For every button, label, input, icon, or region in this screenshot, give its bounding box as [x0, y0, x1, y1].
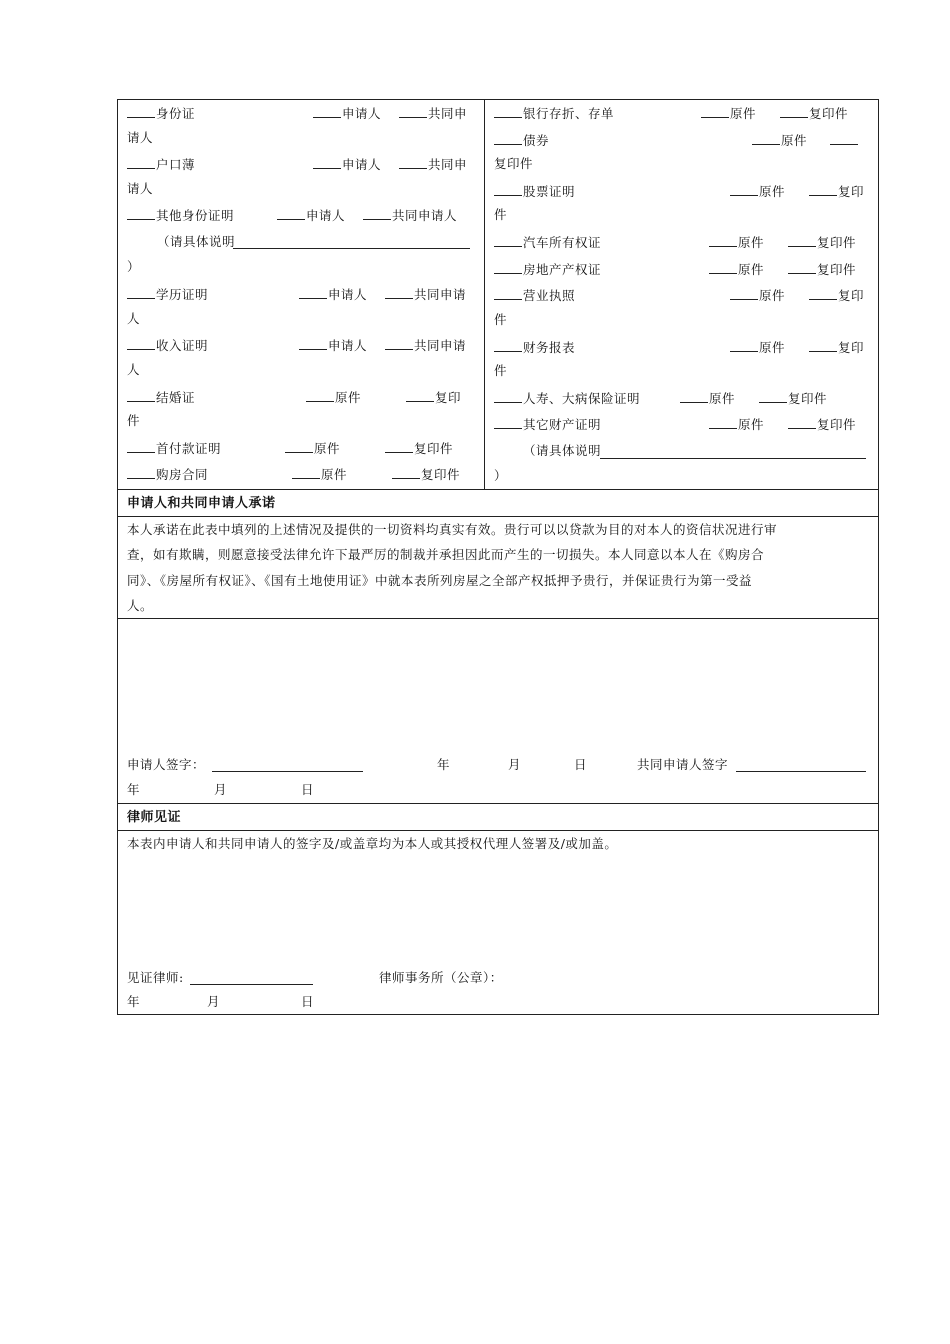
co-applicant-option	[363, 207, 457, 224]
co-applicant-option	[399, 156, 467, 173]
item-label: 身份证	[156, 106, 196, 121]
option-label: 申请人	[342, 157, 382, 172]
check-blank[interactable]	[494, 234, 522, 247]
check-blank[interactable]	[494, 287, 522, 300]
original-option	[709, 234, 764, 251]
option-label-wrap: 请人	[127, 181, 154, 196]
item-label: 结婚证	[156, 390, 196, 405]
option-label: 共同申请	[414, 287, 467, 302]
original-option	[730, 183, 785, 200]
check-blank[interactable]	[809, 183, 837, 196]
original-option	[680, 390, 735, 407]
item-label: 户口薄	[156, 157, 196, 172]
check-blank[interactable]	[759, 390, 787, 403]
option-label-wrap: 人	[127, 311, 141, 326]
item-label: 股票证明	[523, 184, 576, 199]
check-blank[interactable]	[709, 234, 737, 247]
item-label: 财务报表	[523, 340, 576, 355]
applicant-signature-label: 申请人签字：	[127, 757, 206, 772]
pledge-text-line: 本人承诺在此表中填列的上述情况及提供的一切资料均真实有效。贵行可以以贷款为目的对本人的资信状况进行审	[127, 522, 778, 537]
original-option	[709, 261, 764, 278]
specify-field[interactable]	[233, 248, 470, 249]
check-blank[interactable]	[399, 156, 427, 169]
option-label: 申请人	[328, 287, 368, 302]
check-blank[interactable]	[709, 416, 737, 429]
co-applicant-signature-field[interactable]	[736, 771, 866, 772]
original-option	[730, 339, 785, 356]
check-blank[interactable]	[406, 389, 434, 402]
check-blank[interactable]	[494, 416, 522, 429]
specify-label: （请具体说明	[157, 234, 236, 249]
date-month: 月	[214, 782, 228, 797]
doc-item-car	[494, 234, 601, 251]
option-label: 复印件	[809, 106, 849, 121]
applicant-option	[277, 207, 345, 224]
option-label: 原件	[321, 467, 348, 482]
check-blank[interactable]	[730, 183, 758, 196]
option-label: 原件	[314, 441, 341, 456]
doc-item-other-id	[127, 207, 234, 224]
original-option	[701, 105, 756, 122]
copy-option	[780, 105, 848, 122]
check-blank[interactable]	[730, 339, 758, 352]
doc-item-other-property	[494, 416, 601, 433]
divider	[117, 803, 879, 804]
check-blank[interactable]	[399, 105, 427, 118]
date-year: 年	[437, 757, 451, 772]
check-blank[interactable]	[830, 132, 858, 145]
check-blank[interactable]	[127, 466, 155, 479]
check-blank[interactable]	[299, 337, 327, 350]
option-label: 共同申请	[414, 338, 467, 353]
specify-field[interactable]	[600, 458, 866, 459]
option-label: 原件	[738, 235, 765, 250]
check-blank[interactable]	[494, 183, 522, 196]
doc-item-household	[127, 156, 195, 173]
option-label: 复印件	[817, 235, 857, 250]
option-label-wrap: 件	[494, 312, 508, 327]
check-blank[interactable]	[788, 234, 816, 247]
option-label: 申请人	[328, 338, 368, 353]
option-label: 原件	[759, 340, 786, 355]
item-label: 房地产产权证	[523, 262, 602, 277]
original-option	[285, 440, 340, 457]
check-blank[interactable]	[494, 132, 522, 145]
date-month: 月	[207, 994, 221, 1009]
check-blank[interactable]	[494, 390, 522, 403]
option-label: 复印件	[421, 467, 461, 482]
check-blank[interactable]	[494, 105, 522, 118]
column-divider	[484, 99, 485, 489]
option-label: 共同申	[428, 106, 468, 121]
check-blank[interactable]	[127, 156, 155, 169]
option-label-wrap: 件	[127, 413, 141, 428]
option-label: 原件	[709, 391, 736, 406]
close-paren: ）	[494, 468, 508, 483]
doc-item-finance	[494, 339, 575, 356]
option-label: 共同申	[428, 157, 468, 172]
doc-item-stock	[494, 183, 575, 200]
specify-label: （请具体说明	[523, 443, 602, 458]
divider	[117, 830, 879, 831]
check-blank[interactable]	[392, 466, 420, 479]
doc-item-education	[127, 286, 208, 303]
pledge-heading: 申请人和共同申请人承诺	[127, 496, 276, 511]
check-blank[interactable]	[788, 261, 816, 274]
witness-lawyer-field[interactable]	[190, 984, 313, 985]
check-blank[interactable]	[299, 286, 327, 299]
check-blank[interactable]	[127, 286, 155, 299]
item-label: 其它财产证明	[523, 417, 602, 432]
copy-option	[809, 183, 864, 200]
item-label: 购房合同	[156, 467, 209, 482]
pledge-text-line: 人。	[127, 598, 154, 613]
option-label: 申请人	[342, 106, 382, 121]
copy-option	[385, 440, 453, 457]
item-label: 学历证明	[156, 287, 209, 302]
original-option	[730, 287, 785, 304]
copy-option	[788, 234, 856, 251]
item-label: 首付款证明	[156, 441, 222, 456]
option-label: 原件	[759, 288, 786, 303]
lawyer-heading: 律师见证	[127, 810, 182, 825]
check-blank[interactable]	[277, 207, 305, 220]
option-label: 复印件	[817, 417, 857, 432]
copy-option	[809, 339, 864, 356]
check-blank[interactable]	[809, 287, 837, 300]
law-firm-label: 律师事务所（公章）：	[379, 970, 503, 985]
co-applicant-signature-label: 共同申请人签字	[637, 757, 729, 772]
copy-option	[392, 466, 460, 483]
check-blank[interactable]	[709, 261, 737, 274]
check-blank[interactable]	[385, 286, 413, 299]
applicant-option	[299, 337, 367, 354]
check-blank[interactable]	[363, 207, 391, 220]
doc-item-realestate	[494, 261, 601, 278]
close-paren: ）	[127, 259, 141, 274]
date-day: 日	[574, 757, 588, 772]
check-blank[interactable]	[285, 440, 313, 453]
check-blank[interactable]	[752, 132, 780, 145]
check-blank[interactable]	[788, 416, 816, 429]
original-option	[306, 389, 361, 406]
doc-item-down-payment	[127, 440, 221, 457]
copy-option	[788, 261, 856, 278]
check-blank[interactable]	[701, 105, 729, 118]
check-blank[interactable]	[127, 389, 155, 402]
doc-item-purchase-contract	[127, 466, 208, 483]
option-label: 复印	[838, 184, 865, 199]
option-label: 复印	[838, 288, 865, 303]
option-label: 共同申请人	[392, 208, 458, 223]
check-blank[interactable]	[494, 261, 522, 274]
co-applicant-option	[385, 337, 466, 354]
applicant-option	[299, 286, 367, 303]
option-label: 原件	[738, 417, 765, 432]
option-label: 原件	[738, 262, 765, 277]
check-blank[interactable]	[127, 440, 155, 453]
item-label: 营业执照	[523, 288, 576, 303]
co-applicant-option	[399, 105, 467, 122]
copy-option	[406, 389, 461, 406]
item-label: 人寿、大病保险证明	[523, 391, 641, 406]
co-applicant-option	[385, 286, 466, 303]
witness-lawyer-label: 见证律师:	[127, 970, 184, 985]
option-label-wrap: 件	[494, 207, 508, 222]
doc-item-id-card	[127, 105, 195, 122]
original-option	[709, 416, 764, 433]
copy-option	[788, 416, 856, 433]
option-label-wrap: 请人	[127, 130, 154, 145]
divider	[117, 516, 879, 517]
copy-option	[759, 390, 827, 407]
option-label: 复印件	[817, 262, 857, 277]
applicant-option	[313, 105, 381, 122]
doc-item-license	[494, 287, 575, 304]
option-label-wrap: 复印件	[494, 156, 534, 171]
check-blank[interactable]	[730, 287, 758, 300]
option-label: 原件	[781, 133, 808, 148]
option-label: 复印件	[788, 391, 828, 406]
doc-item-bond	[494, 132, 549, 149]
lawyer-text: 本表内申请人和共同申请人的签字及/或盖章均为本人或其授权代理人签署及/或加盖。	[127, 836, 618, 851]
option-label: 原件	[335, 390, 362, 405]
option-label-wrap: 件	[494, 363, 508, 378]
option-label: 复印	[435, 390, 462, 405]
check-blank[interactable]	[680, 390, 708, 403]
check-blank[interactable]	[809, 339, 837, 352]
doc-item-insurance	[494, 390, 640, 407]
option-label: 申请人	[306, 208, 346, 223]
divider	[117, 489, 879, 490]
option-label-wrap: 人	[127, 362, 141, 377]
option-label: 复印件	[414, 441, 454, 456]
check-blank[interactable]	[127, 207, 155, 220]
item-label: 其他身份证明	[156, 208, 235, 223]
original-option	[752, 132, 807, 149]
applicant-option	[313, 156, 381, 173]
check-blank[interactable]	[494, 339, 522, 352]
date-day: 日	[301, 782, 315, 797]
check-blank[interactable]	[780, 105, 808, 118]
check-blank[interactable]	[313, 156, 341, 169]
check-blank[interactable]	[127, 105, 155, 118]
check-blank[interactable]	[306, 389, 334, 402]
item-label: 汽车所有权证	[523, 235, 602, 250]
applicant-signature-field[interactable]	[212, 771, 363, 772]
item-label: 银行存折、存单	[523, 106, 615, 121]
item-label: 债券	[523, 133, 550, 148]
check-blank[interactable]	[313, 105, 341, 118]
copy-option	[830, 132, 859, 149]
item-label: 收入证明	[156, 338, 209, 353]
option-label: 原件	[730, 106, 757, 121]
check-blank[interactable]	[385, 440, 413, 453]
date-year: 年	[127, 994, 141, 1009]
check-blank[interactable]	[385, 337, 413, 350]
date-year: 年	[127, 782, 141, 797]
date-month: 月	[508, 757, 522, 772]
doc-item-marriage	[127, 389, 195, 406]
copy-option	[809, 287, 864, 304]
option-label: 复印	[838, 340, 865, 355]
doc-item-income	[127, 337, 208, 354]
original-option	[292, 466, 347, 483]
date-day: 日	[301, 994, 315, 1009]
doc-item-bank	[494, 105, 614, 122]
pledge-text-line: 同》、《房屋所有权证》、《国有土地使用证》中就本表所列房屋之全部产权抵押予贵行，并保证贵行为第一受益	[127, 573, 753, 588]
check-blank[interactable]	[292, 466, 320, 479]
pledge-text-line: 查，如有欺瞒，则愿意接受法律允许下最严厉的制裁并承担因此而产生的一切损失。本人同意以本人在《购房合	[127, 547, 765, 562]
divider	[117, 618, 879, 619]
check-blank[interactable]	[127, 337, 155, 350]
option-label: 原件	[759, 184, 786, 199]
